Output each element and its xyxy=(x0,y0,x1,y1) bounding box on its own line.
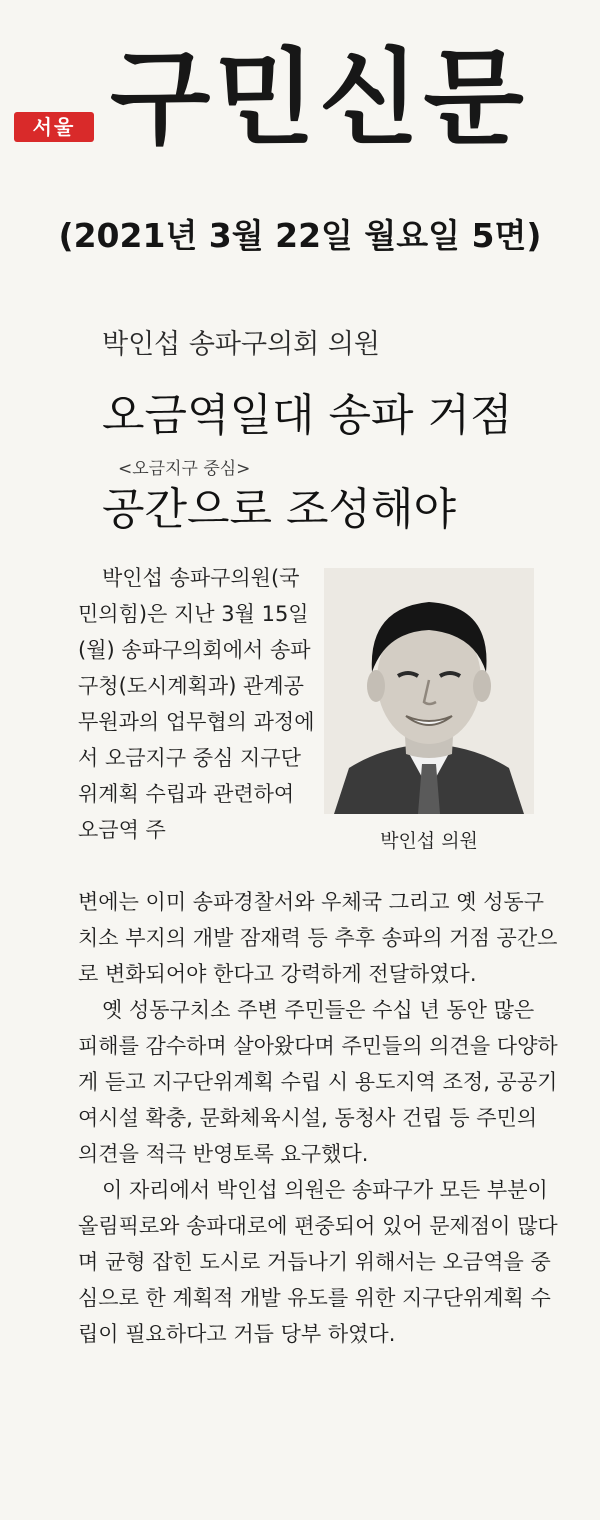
headline-line-2: 공간으로 조성해야 xyxy=(102,484,457,535)
body-paragraph-1-continued: 변에는 이미 송파경찰서와 우체국 그리고 옛 성동구치소 부지의 개발 잠재력 등 추후 송파의 거점 공간으로 변화되어야 한다고 강력하게 전달하였다. xyxy=(78,890,558,986)
body-paragraph-3: 이 자리에서 박인섭 의원은 송파구가 모든 부분이 올림픽로와 송파대로에 편중되어 있어 문제점이 많다며 균형 잡힌 도시로 거듭나기 위해서는 오금역을 중심으로 한 계획적 개발 유도를 위한 지구단위계획 수립이 필요하다고 거듭 당부 하였다. xyxy=(78,1178,558,1346)
newspaper-logo: 구민신문 xyxy=(110,38,528,158)
portrait-photo xyxy=(324,568,534,814)
body-paragraph-2: 옛 성동구치소 주변 주민들은 수십 년 동안 많은 피해를 감수하며 살아왔다며 주민들의 의견을 다양하게 듣고 지구단위계획 수립 시 용도지역 조정, 공공기여시설 확충, 문화체육시설, 동청사 건립 등 주민의 의견을 적극 반영토록 요구했다. xyxy=(78,998,558,1166)
issue-date-line: (2021년 3월 22일 월요일 5면) xyxy=(58,216,542,255)
body-paragraph-1: 박인섭 송파구의원(국민의힘)은 지난 3월 15일(월) 송파구의회에서 송파구청(도시계획과) 관계공무원과의 업무협의 과정에서 오금지구 중심 지구단위계획 수립과 관련하여 오금역 주 xyxy=(78,566,315,842)
portrait-illustration xyxy=(324,568,534,814)
region-badge: 서울 xyxy=(14,112,94,142)
article-kicker: 박인섭 송파구의회 의원 xyxy=(102,329,380,360)
headline-sub-label: <오금지구 중심> xyxy=(118,459,251,479)
masthead xyxy=(0,0,600,175)
headline-line-1: 오금역일대 송파 거점 xyxy=(102,390,513,441)
body-column-narrow xyxy=(78,560,318,848)
photo-caption: 박인섭 의원 xyxy=(380,830,478,852)
body-column-wide xyxy=(78,884,558,1352)
